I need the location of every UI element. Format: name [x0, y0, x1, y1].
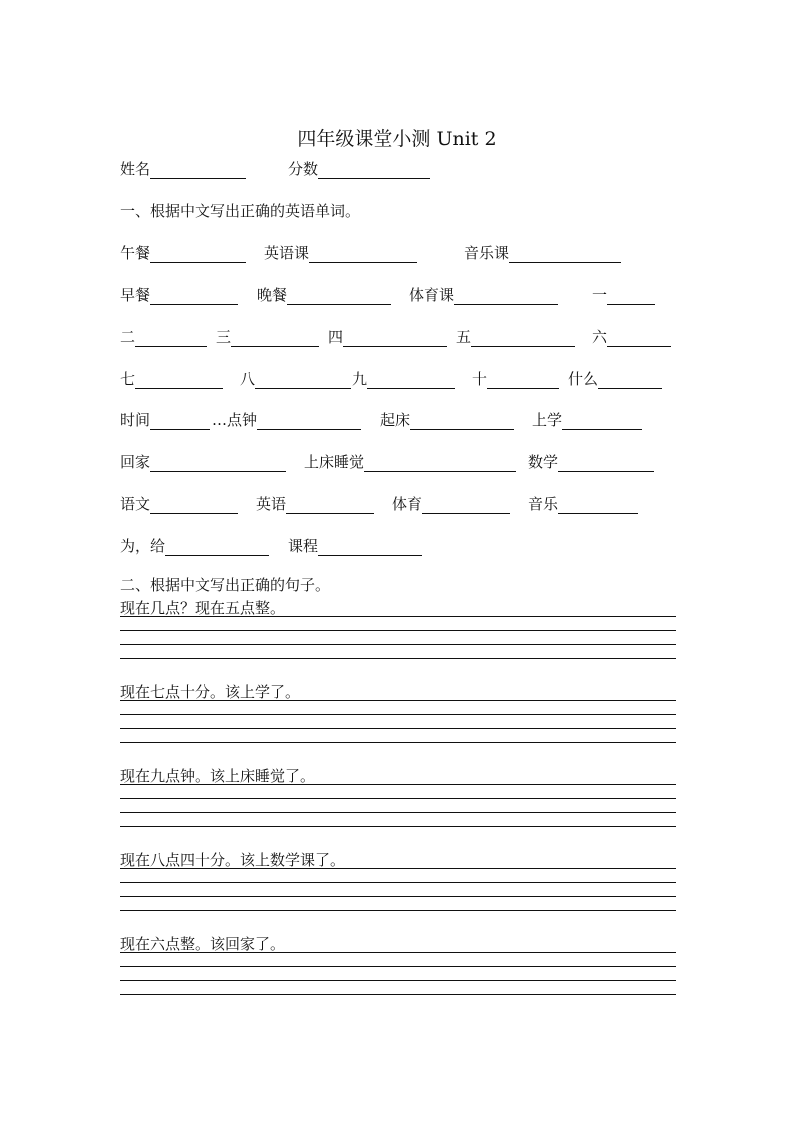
vocab-item[interactable]	[528, 452, 654, 472]
vocab-item[interactable]	[456, 327, 575, 347]
vocab-word-label: 六	[592, 328, 608, 346]
writing-line[interactable]	[120, 812, 676, 813]
vocab-word-label: 体育	[392, 495, 423, 513]
answer-blank[interactable]	[165, 538, 269, 556]
writing-line[interactable]	[120, 868, 676, 869]
answer-blank[interactable]	[287, 287, 391, 305]
answer-blank[interactable]	[598, 371, 662, 389]
vocab-word-label: 回家	[120, 453, 151, 471]
answer-blank[interactable]	[509, 245, 621, 263]
sentence-exercise	[120, 683, 676, 745]
answer-blank[interactable]	[150, 496, 238, 514]
vocab-word-label: 九	[352, 370, 368, 388]
vocab-row	[120, 327, 680, 349]
answer-blank[interactable]	[471, 329, 575, 347]
sentence-exercise	[120, 851, 676, 913]
vocab-word-label: 为，给	[120, 537, 166, 555]
answer-blank[interactable]	[343, 329, 447, 347]
vocab-row	[120, 285, 680, 307]
vocab-item[interactable]	[472, 369, 559, 389]
sentence-prompt: 现在六点整。该回家了。	[120, 935, 286, 953]
name-label: 姓名	[120, 160, 151, 178]
vocab-item[interactable]	[120, 494, 238, 514]
student-info-row	[120, 159, 440, 181]
answer-blank[interactable]	[607, 329, 671, 347]
score-field[interactable]	[288, 159, 430, 179]
vocab-word-label: 二	[120, 328, 136, 346]
vocab-item[interactable]	[352, 369, 455, 389]
vocab-item[interactable]	[288, 536, 422, 556]
answer-blank[interactable]	[150, 412, 210, 430]
vocab-word-label: 起床	[380, 411, 411, 429]
vocab-word-label: 语文	[120, 495, 151, 513]
vocab-item[interactable]	[568, 369, 662, 389]
writing-line[interactable]	[120, 728, 676, 729]
vocab-row	[120, 369, 680, 391]
vocab-item[interactable]	[257, 285, 391, 305]
vocab-row	[120, 452, 680, 474]
score-blank[interactable]	[318, 161, 430, 179]
writing-line[interactable]	[120, 952, 676, 953]
writing-line[interactable]	[120, 714, 676, 715]
vocab-word-label: 什么	[568, 370, 599, 388]
answer-blank[interactable]	[410, 412, 514, 430]
vocab-item[interactable]	[264, 243, 417, 263]
score-label: 分数	[288, 160, 319, 178]
answer-blank[interactable]	[257, 412, 361, 430]
answer-blank[interactable]	[286, 496, 374, 514]
vocab-item[interactable]	[380, 410, 514, 430]
section2-heading: 二、根据中文写出正确的句子。	[120, 576, 331, 594]
vocab-word-label: 音乐课	[464, 244, 510, 262]
sentence-prompt: 现在七点十分。该上学了。	[120, 683, 301, 701]
answer-blank[interactable]	[558, 454, 654, 472]
answer-blank[interactable]	[318, 538, 422, 556]
vocab-word-label: 四	[328, 328, 344, 346]
writing-line[interactable]	[120, 826, 676, 827]
page-title: 四年级课堂小测 Unit 2	[297, 128, 497, 150]
writing-line[interactable]	[120, 882, 676, 883]
vocab-item[interactable]	[120, 410, 210, 430]
answer-blank[interactable]	[607, 287, 655, 305]
sentence-exercise	[120, 599, 676, 661]
answer-blank[interactable]	[150, 454, 286, 472]
vocab-item[interactable]	[392, 494, 510, 514]
writing-line[interactable]	[120, 616, 676, 617]
answer-blank[interactable]	[558, 496, 638, 514]
vocab-item[interactable]	[256, 494, 374, 514]
vocab-word-label: 课程	[288, 537, 319, 555]
vocab-item[interactable]	[120, 327, 207, 347]
answer-blank[interactable]	[255, 371, 351, 389]
writing-line[interactable]	[120, 798, 676, 799]
vocab-word-label: 十	[472, 370, 488, 388]
writing-line[interactable]	[120, 784, 676, 785]
writing-line[interactable]	[120, 742, 676, 743]
vocab-item[interactable]	[409, 285, 558, 305]
sentence-exercise	[120, 767, 676, 829]
writing-line[interactable]	[120, 994, 676, 995]
vocab-word-label: 体育课	[409, 286, 455, 304]
vocab-item[interactable]	[120, 243, 246, 263]
answer-blank[interactable]	[562, 412, 642, 430]
vocab-item[interactable]	[328, 327, 447, 347]
answer-blank[interactable]	[231, 329, 319, 347]
vocab-word-label: 三	[216, 328, 232, 346]
vocab-word-label: 五	[456, 328, 472, 346]
vocab-word-label: …点钟	[212, 411, 258, 429]
writing-line[interactable]	[120, 896, 676, 897]
vocab-word-label: 数学	[528, 453, 559, 471]
writing-line[interactable]	[120, 658, 676, 659]
vocab-word-label: 早餐	[120, 286, 151, 304]
section1-heading: 一、根据中文写出正确的英语单词。	[120, 202, 361, 220]
vocab-item[interactable]	[528, 494, 638, 514]
vocab-word-label: 时间	[120, 411, 151, 429]
name-field[interactable]	[120, 159, 246, 179]
vocab-item[interactable]	[120, 452, 286, 472]
sentence-prompt: 现在九点钟。该上床睡觉了。	[120, 767, 316, 785]
sentence-exercise	[120, 935, 676, 997]
vocab-item[interactable]	[240, 369, 351, 389]
vocab-word-label: 上学	[532, 411, 563, 429]
vocab-word-label: 午餐	[120, 244, 151, 262]
vocab-item[interactable]	[304, 452, 516, 472]
answer-blank[interactable]	[150, 245, 246, 263]
vocab-row	[120, 243, 680, 265]
vocab-item[interactable]	[592, 285, 655, 305]
vocab-word-label: 英语课	[264, 244, 310, 262]
sentence-prompt: 现在几点？现在五点整。	[120, 599, 286, 617]
vocab-item[interactable]	[120, 536, 269, 556]
vocab-item[interactable]	[216, 327, 319, 347]
writing-line[interactable]	[120, 980, 676, 981]
vocab-item[interactable]	[212, 410, 361, 430]
writing-line[interactable]	[120, 700, 676, 701]
vocab-item[interactable]	[592, 327, 671, 347]
writing-line[interactable]	[120, 966, 676, 967]
answer-blank[interactable]	[364, 454, 516, 472]
vocab-item[interactable]	[120, 369, 223, 389]
answer-blank[interactable]	[150, 287, 238, 305]
vocab-item[interactable]	[532, 410, 642, 430]
writing-line[interactable]	[120, 910, 676, 911]
sentence-prompt: 现在八点四十分。该上数学课了。	[120, 851, 346, 869]
vocab-word-label: 晚餐	[257, 286, 288, 304]
answer-blank[interactable]	[367, 371, 455, 389]
answer-blank[interactable]	[454, 287, 558, 305]
vocab-item[interactable]	[464, 243, 621, 263]
vocab-word-label: 英语	[256, 495, 287, 513]
vocab-word-label: 七	[120, 370, 136, 388]
vocab-word-label: 上床睡觉	[304, 453, 365, 471]
name-blank[interactable]	[150, 161, 246, 179]
answer-blank[interactable]	[135, 329, 207, 347]
answer-blank[interactable]	[422, 496, 510, 514]
vocab-item[interactable]	[120, 285, 238, 305]
answer-blank[interactable]	[135, 371, 223, 389]
answer-blank[interactable]	[487, 371, 559, 389]
answer-blank[interactable]	[309, 245, 417, 263]
vocab-word-label: 八	[240, 370, 256, 388]
vocab-word-label: 音乐	[528, 495, 559, 513]
vocab-row	[120, 494, 680, 516]
writing-line[interactable]	[120, 644, 676, 645]
writing-line[interactable]	[120, 630, 676, 631]
vocab-row	[120, 410, 680, 432]
vocab-word-label: 一	[592, 286, 608, 304]
vocab-row	[120, 536, 680, 558]
